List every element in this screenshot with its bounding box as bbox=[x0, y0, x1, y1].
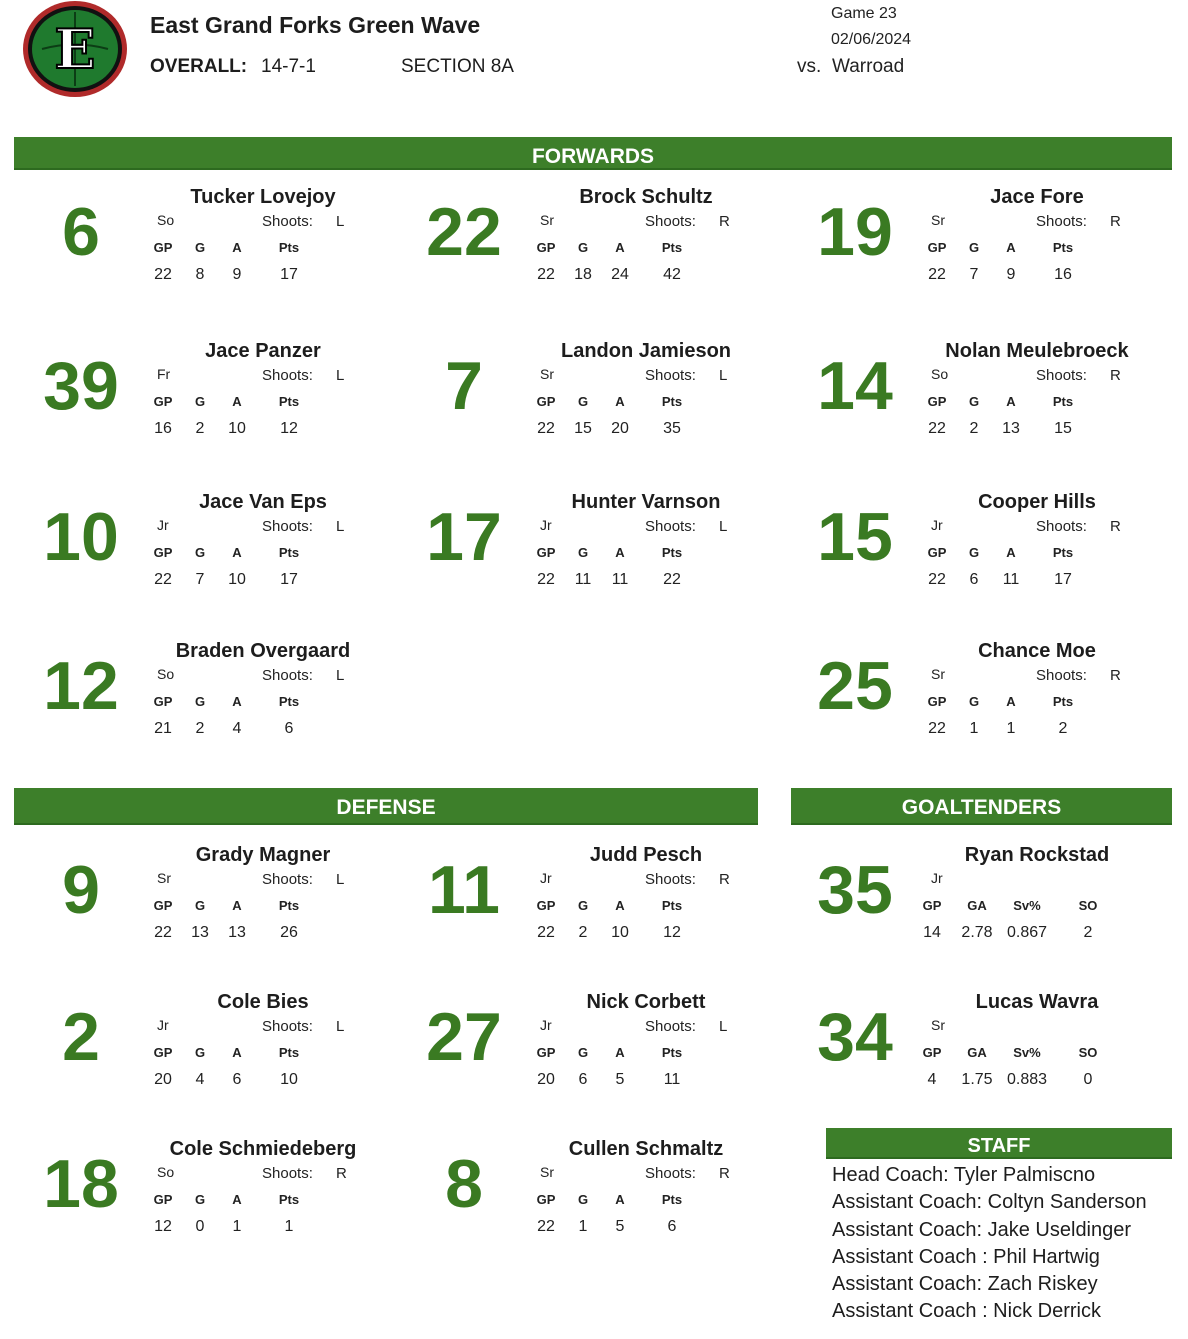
stat-header: GP bbox=[536, 1045, 556, 1060]
staff-list bbox=[832, 1162, 1147, 1326]
shoots-label: Shoots: bbox=[645, 1018, 696, 1035]
shoots-value: L bbox=[719, 1018, 728, 1035]
stat-header: G bbox=[194, 694, 206, 709]
player-name: Jace Panzer bbox=[205, 340, 321, 362]
stat-value: 20 bbox=[154, 1071, 172, 1088]
stat-header: A bbox=[232, 694, 242, 709]
stat-value: 21 bbox=[154, 720, 172, 737]
shoots-value: R bbox=[1110, 213, 1121, 230]
stat-header: GP bbox=[153, 240, 173, 255]
stat-header: SO bbox=[1078, 1045, 1098, 1060]
player-card bbox=[14, 844, 374, 996]
player-card bbox=[14, 340, 374, 492]
game-number: Game 23 bbox=[831, 5, 897, 22]
stat-header: G bbox=[194, 1045, 206, 1060]
player-card bbox=[14, 640, 374, 792]
stat-header: Pts bbox=[278, 240, 300, 255]
stat-header: Pts bbox=[1052, 545, 1074, 560]
jersey-number: 9 bbox=[62, 852, 100, 928]
player-name: Brock Schultz bbox=[579, 186, 713, 208]
player-card bbox=[397, 1138, 757, 1290]
stat-value: 1 bbox=[969, 720, 979, 737]
stat-header: Pts bbox=[661, 1192, 683, 1207]
stat-value: 0.867 bbox=[1006, 924, 1048, 941]
stat-header: G bbox=[577, 240, 589, 255]
player-card bbox=[14, 991, 374, 1143]
jersey-number: 8 bbox=[445, 1146, 483, 1222]
staff-member: Assistant Coach: Zach Riskey bbox=[832, 1273, 1098, 1296]
stat-header: A bbox=[232, 240, 242, 255]
stat-value: 12 bbox=[154, 1218, 172, 1235]
stat-value: 35 bbox=[663, 420, 681, 437]
player-name: Chance Moe bbox=[978, 640, 1096, 662]
jersey-number: 11 bbox=[428, 852, 500, 928]
player-name: Cullen Schmaltz bbox=[568, 1138, 724, 1160]
player-name: Nolan Meulebroeck bbox=[945, 340, 1129, 362]
stat-header: Pts bbox=[278, 694, 300, 709]
stat-header: GP bbox=[922, 1045, 942, 1060]
stat-value: 11 bbox=[574, 571, 592, 588]
stat-header: GP bbox=[927, 694, 947, 709]
player-card bbox=[788, 491, 1148, 643]
jersey-number: 12 bbox=[43, 648, 119, 724]
stat-header: G bbox=[577, 1192, 589, 1207]
stat-value: 18 bbox=[574, 266, 592, 283]
stat-value: 0 bbox=[195, 1218, 205, 1235]
shoots-value: L bbox=[336, 871, 345, 888]
stat-header: Sv% bbox=[1013, 1045, 1041, 1060]
stat-value: 6 bbox=[578, 1071, 588, 1088]
stat-value: 2 bbox=[195, 720, 205, 737]
stat-header: A bbox=[232, 545, 242, 560]
stat-header: Pts bbox=[1052, 394, 1074, 409]
stat-header: A bbox=[615, 240, 625, 255]
jersey-number: 15 bbox=[817, 499, 893, 575]
opponent-name: Warroad bbox=[832, 56, 905, 77]
logo-letter: E bbox=[54, 17, 96, 81]
stat-value: 22 bbox=[928, 571, 946, 588]
player-class: Sr bbox=[540, 212, 554, 228]
stat-header: GP bbox=[536, 240, 556, 255]
stat-value: 13 bbox=[191, 924, 209, 941]
stat-value: 7 bbox=[969, 266, 979, 283]
stat-header: GA bbox=[967, 898, 987, 913]
game-date: 02/06/2024 bbox=[831, 31, 912, 48]
stat-value: 1 bbox=[1006, 720, 1016, 737]
player-card bbox=[788, 340, 1148, 492]
stat-value: 15 bbox=[1054, 420, 1072, 437]
stat-header: G bbox=[194, 545, 206, 560]
player-class: Jr bbox=[540, 1017, 552, 1033]
stat-value: 1.75 bbox=[961, 1071, 993, 1088]
shoots-value: L bbox=[336, 213, 345, 230]
stat-value: 22 bbox=[537, 571, 555, 588]
stat-header: G bbox=[194, 240, 206, 255]
jersey-number: 35 bbox=[817, 852, 893, 928]
stat-header: Pts bbox=[661, 394, 683, 409]
stat-value: 17 bbox=[280, 571, 298, 588]
player-class: Sr bbox=[931, 1017, 945, 1033]
stat-value: 9 bbox=[232, 266, 242, 283]
stat-header: Pts bbox=[661, 1045, 683, 1060]
player-class: Jr bbox=[540, 870, 552, 886]
shoots-label: Shoots: bbox=[1036, 667, 1087, 684]
stat-value: 2 bbox=[969, 420, 979, 437]
player-class: Fr bbox=[157, 366, 171, 382]
player-name: Braden Overgaard bbox=[175, 640, 351, 662]
jersey-number: 25 bbox=[817, 648, 893, 724]
stat-value: 0 bbox=[1083, 1071, 1093, 1088]
stat-header: A bbox=[232, 1192, 242, 1207]
stat-value: 12 bbox=[663, 924, 681, 941]
stat-value: 7 bbox=[195, 571, 205, 588]
shoots-value: L bbox=[336, 1018, 345, 1035]
stat-header: G bbox=[577, 545, 589, 560]
player-name: Landon Jamieson bbox=[560, 340, 732, 362]
stat-header: A bbox=[1006, 694, 1016, 709]
player-name: Cooper Hills bbox=[978, 491, 1096, 513]
staff-member: Assistant Coach : Phil Hartwig bbox=[832, 1245, 1100, 1268]
stat-value: 11 bbox=[611, 571, 629, 588]
shoots-value: R bbox=[1110, 518, 1121, 535]
vs-label: vs. bbox=[797, 56, 822, 77]
stat-value: 1 bbox=[578, 1218, 588, 1235]
player-class: So bbox=[157, 666, 175, 682]
stat-value: 17 bbox=[280, 266, 298, 283]
stat-header: Pts bbox=[661, 545, 683, 560]
stat-value: 0.883 bbox=[1006, 1071, 1048, 1088]
stat-value: 22 bbox=[154, 924, 172, 941]
player-class: Jr bbox=[931, 517, 943, 533]
shoots-value: L bbox=[719, 518, 728, 535]
jersey-number: 6 bbox=[62, 194, 100, 270]
stat-value: 22 bbox=[154, 266, 172, 283]
stat-value: 6 bbox=[969, 571, 979, 588]
stat-header: G bbox=[194, 1192, 206, 1207]
stat-value: 4 bbox=[195, 1071, 205, 1088]
shoots-label: Shoots: bbox=[262, 667, 313, 684]
stat-header: A bbox=[1006, 240, 1016, 255]
stat-value: 22 bbox=[928, 720, 946, 737]
goalie-card bbox=[788, 991, 1148, 1143]
stat-value: 13 bbox=[228, 924, 246, 941]
stat-header: G bbox=[577, 898, 589, 913]
stat-value: 6 bbox=[667, 1218, 677, 1235]
stat-header: Pts bbox=[278, 394, 300, 409]
shoots-label: Shoots: bbox=[262, 1018, 313, 1035]
staff-member: Assistant Coach : Nick Derrick bbox=[832, 1300, 1101, 1323]
player-name: Tucker Lovejoy bbox=[190, 186, 336, 208]
stat-header: GP bbox=[536, 898, 556, 913]
stat-header: Pts bbox=[278, 545, 300, 560]
stat-header: GP bbox=[922, 898, 942, 913]
defense-header: DEFENSE bbox=[14, 788, 758, 825]
staff-member: Head Coach: Tyler Palmiscno bbox=[832, 1164, 1096, 1186]
stat-header: A bbox=[615, 394, 625, 409]
stat-header: G bbox=[968, 240, 980, 255]
stat-header: GP bbox=[153, 545, 173, 560]
shoots-label: Shoots: bbox=[262, 871, 313, 888]
shoots-label: Shoots: bbox=[1036, 213, 1087, 230]
stat-value: 1 bbox=[284, 1218, 294, 1235]
stat-value: 4 bbox=[927, 1071, 937, 1088]
player-class: Sr bbox=[931, 212, 945, 228]
shoots-label: Shoots: bbox=[262, 367, 313, 384]
stat-value: 10 bbox=[228, 571, 246, 588]
team-name: East Grand Forks Green Wave bbox=[150, 12, 481, 38]
jersey-number: 18 bbox=[43, 1146, 119, 1222]
stat-header: SO bbox=[1078, 898, 1098, 913]
player-card bbox=[14, 186, 374, 338]
shoots-label: Shoots: bbox=[645, 1165, 696, 1182]
shoots-value: R bbox=[1110, 667, 1121, 684]
stat-header: A bbox=[232, 1045, 242, 1060]
stat-value: 10 bbox=[611, 924, 629, 941]
stat-header: G bbox=[968, 694, 980, 709]
stat-header: GP bbox=[536, 394, 556, 409]
stat-value: 42 bbox=[663, 266, 681, 283]
stat-header: Pts bbox=[1052, 240, 1074, 255]
shoots-value: R bbox=[719, 1165, 730, 1182]
stat-value: 5 bbox=[615, 1071, 625, 1088]
player-class: Jr bbox=[540, 517, 552, 533]
jersey-number: 22 bbox=[426, 194, 502, 270]
staff-header: STAFF bbox=[826, 1128, 1172, 1159]
stat-header: GP bbox=[153, 1045, 173, 1060]
stat-value: 13 bbox=[1002, 420, 1020, 437]
player-card bbox=[14, 1138, 374, 1290]
player-class: Sr bbox=[540, 1164, 554, 1180]
stat-header: Sv% bbox=[1013, 898, 1041, 913]
stat-header: GP bbox=[153, 1192, 173, 1207]
player-name: Judd Pesch bbox=[589, 844, 703, 866]
player-class: Jr bbox=[931, 870, 943, 886]
player-card bbox=[14, 491, 374, 643]
player-class: Jr bbox=[157, 1017, 169, 1033]
shoots-value: R bbox=[1110, 367, 1121, 384]
player-class: Sr bbox=[931, 666, 945, 682]
jersey-number: 39 bbox=[43, 348, 119, 424]
shoots-value: R bbox=[719, 871, 730, 888]
stat-value: 2 bbox=[1083, 924, 1093, 941]
stat-header: A bbox=[615, 1192, 625, 1207]
stat-header: G bbox=[577, 394, 589, 409]
player-name: Jace Fore bbox=[990, 186, 1084, 208]
stat-header: G bbox=[577, 1045, 589, 1060]
stat-header: A bbox=[232, 898, 242, 913]
shoots-label: Shoots: bbox=[645, 518, 696, 535]
stat-header: GP bbox=[153, 694, 173, 709]
shoots-label: Shoots: bbox=[1036, 367, 1087, 384]
stat-header: GP bbox=[927, 240, 947, 255]
shoots-label: Shoots: bbox=[262, 213, 313, 230]
shoots-label: Shoots: bbox=[1036, 518, 1087, 535]
stat-value: 1 bbox=[232, 1218, 242, 1235]
stat-header: GP bbox=[536, 1192, 556, 1207]
stat-header: G bbox=[968, 394, 980, 409]
goaltenders-header: GOALTENDERS bbox=[791, 788, 1172, 825]
staff-member: Assistant Coach: Jake Useldinger bbox=[832, 1218, 1132, 1241]
player-class: Sr bbox=[540, 366, 554, 382]
shoots-label: Shoots: bbox=[645, 871, 696, 888]
stat-value: 22 bbox=[537, 924, 555, 941]
stat-header: A bbox=[615, 545, 625, 560]
jersey-number: 34 bbox=[817, 999, 893, 1075]
stat-header: Pts bbox=[661, 240, 683, 255]
stat-value: 22 bbox=[537, 420, 555, 437]
stat-header: G bbox=[194, 394, 206, 409]
jersey-number: 7 bbox=[445, 348, 483, 424]
player-card bbox=[397, 844, 757, 996]
stat-header: A bbox=[1006, 545, 1016, 560]
stat-value: 24 bbox=[611, 266, 629, 283]
stat-value: 2 bbox=[578, 924, 588, 941]
player-card bbox=[397, 340, 757, 492]
player-name: Cole Schmiedeberg bbox=[169, 1138, 357, 1160]
stat-value: 6 bbox=[232, 1071, 242, 1088]
shoots-value: L bbox=[336, 518, 345, 535]
player-card bbox=[397, 491, 757, 643]
jersey-number: 27 bbox=[426, 999, 502, 1075]
shoots-value: L bbox=[336, 667, 345, 684]
player-class: So bbox=[157, 212, 175, 228]
player-card bbox=[788, 640, 1148, 792]
jersey-number: 17 bbox=[426, 499, 502, 575]
stat-value: 26 bbox=[280, 924, 298, 941]
team-logo bbox=[22, 0, 128, 98]
shoots-label: Shoots: bbox=[645, 213, 696, 230]
shoots-label: Shoots: bbox=[262, 518, 313, 535]
stat-value: 20 bbox=[537, 1071, 555, 1088]
stat-value: 4 bbox=[232, 720, 242, 737]
stat-header: A bbox=[232, 394, 242, 409]
player-name: Nick Corbett bbox=[586, 991, 706, 1013]
overall-label: OVERALL: bbox=[150, 56, 248, 77]
player-name: Lucas Wavra bbox=[975, 991, 1099, 1013]
staff-member: Assistant Coach: Coltyn Sanderson bbox=[832, 1191, 1147, 1214]
shoots-label: Shoots: bbox=[645, 367, 696, 384]
player-name: Hunter Varnson bbox=[571, 491, 721, 513]
stat-value: 9 bbox=[1006, 266, 1016, 283]
jersey-number: 2 bbox=[62, 999, 100, 1075]
stat-header: GP bbox=[536, 545, 556, 560]
jersey-number: 19 bbox=[817, 194, 893, 270]
stat-value: 11 bbox=[663, 1071, 681, 1088]
stat-value: 2 bbox=[1058, 720, 1068, 737]
player-name: Grady Magner bbox=[195, 844, 331, 866]
stat-value: 17 bbox=[1054, 571, 1072, 588]
player-name: Ryan Rockstad bbox=[964, 844, 1110, 866]
shoots-label: Shoots: bbox=[262, 1165, 313, 1182]
player-card bbox=[397, 186, 757, 338]
player-class: Jr bbox=[157, 517, 169, 533]
shoots-value: L bbox=[336, 367, 345, 384]
stat-value: 11 bbox=[1002, 571, 1020, 588]
stat-value: 22 bbox=[928, 266, 946, 283]
stat-value: 10 bbox=[280, 1071, 298, 1088]
stat-header: Pts bbox=[278, 1192, 300, 1207]
stat-header: GP bbox=[153, 394, 173, 409]
goalie-card bbox=[788, 844, 1148, 996]
stat-header: Pts bbox=[278, 1045, 300, 1060]
shoots-value: R bbox=[336, 1165, 347, 1182]
stat-value: 5 bbox=[615, 1218, 625, 1235]
stat-value: 2.78 bbox=[961, 924, 993, 941]
player-name: Jace Van Eps bbox=[199, 491, 327, 513]
player-card bbox=[397, 991, 757, 1143]
stat-header: A bbox=[1006, 394, 1016, 409]
stat-value: 2 bbox=[195, 420, 205, 437]
stat-value: 22 bbox=[928, 420, 946, 437]
jersey-number: 14 bbox=[817, 348, 893, 424]
stat-value: 6 bbox=[284, 720, 294, 737]
player-class: Sr bbox=[157, 870, 171, 886]
stat-header: GP bbox=[153, 898, 173, 913]
stat-header: G bbox=[968, 545, 980, 560]
stat-value: 15 bbox=[574, 420, 592, 437]
stat-value: 22 bbox=[537, 1218, 555, 1235]
stat-header: G bbox=[194, 898, 206, 913]
stat-header: GA bbox=[967, 1045, 987, 1060]
shoots-value: R bbox=[719, 213, 730, 230]
stat-header: A bbox=[615, 1045, 625, 1060]
forwards-header: FORWARDS bbox=[14, 137, 1172, 170]
stat-header: Pts bbox=[661, 898, 683, 913]
stat-header: A bbox=[615, 898, 625, 913]
player-card bbox=[788, 186, 1148, 338]
stat-header: Pts bbox=[278, 898, 300, 913]
stat-value: 16 bbox=[1054, 266, 1072, 283]
shoots-value: L bbox=[719, 367, 728, 384]
player-class: So bbox=[931, 366, 949, 382]
stat-value: 20 bbox=[611, 420, 629, 437]
stat-value: 14 bbox=[923, 924, 941, 941]
overall-record: 14-7-1 bbox=[261, 56, 316, 77]
section-label: SECTION 8A bbox=[401, 56, 514, 77]
stat-value: 16 bbox=[154, 420, 172, 437]
stat-value: 8 bbox=[195, 266, 205, 283]
stat-value: 10 bbox=[228, 420, 246, 437]
stat-header: Pts bbox=[1052, 694, 1074, 709]
player-name: Cole Bies bbox=[217, 991, 309, 1013]
stat-value: 22 bbox=[663, 571, 681, 588]
stat-header: GP bbox=[927, 545, 947, 560]
stat-header: GP bbox=[927, 394, 947, 409]
stat-value: 12 bbox=[280, 420, 298, 437]
jersey-number: 10 bbox=[43, 499, 119, 575]
stat-value: 22 bbox=[537, 266, 555, 283]
player-class: So bbox=[157, 1164, 175, 1180]
stat-value: 22 bbox=[154, 571, 172, 588]
